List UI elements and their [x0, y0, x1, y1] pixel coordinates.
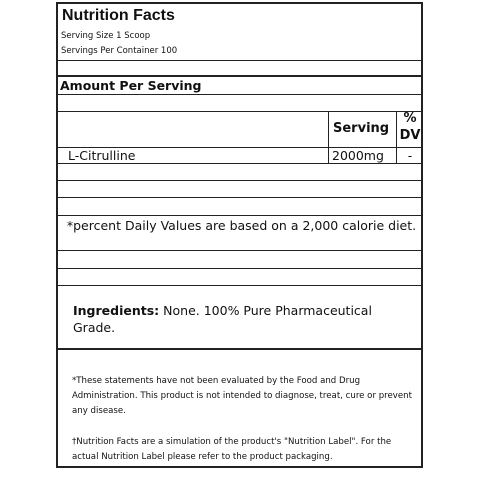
amount-per-serving-heading: Amount Per Serving	[60, 78, 202, 93]
servings-per-container: Servings Per Container 100	[61, 46, 178, 56]
divider	[58, 60, 421, 61]
divider	[58, 250, 421, 251]
divider	[58, 111, 421, 112]
label-title: Nutrition Facts	[62, 7, 175, 24]
column-header-dv: DV	[399, 128, 421, 143]
divider	[58, 163, 421, 164]
column-header-serving: Serving	[333, 121, 390, 136]
divider	[58, 348, 421, 350]
column-divider	[396, 111, 397, 163]
divider	[58, 94, 421, 95]
ingredients-label: Ingredients:	[73, 303, 160, 318]
serving-size: Serving Size 1 Scoop	[61, 31, 151, 41]
divider	[58, 75, 421, 77]
ingredients-text: None. 100% Pure Pharmaceutical Grade.	[73, 303, 372, 335]
nutrition-label	[56, 2, 423, 468]
fda-statement: *These statements have not been evaluated by the Food and Drug Administration. This product is not intended to diagnose, treat, cure or prevent any disease.	[72, 376, 412, 416]
column-header-dv-percent: %	[403, 111, 417, 126]
daily-value-disclaimer: *percent Daily Values are based on a 2,000 calorie diet.	[66, 218, 417, 233]
divider	[58, 268, 421, 269]
ingredients	[73, 302, 408, 336]
nutrient-amount: 2000mg	[332, 148, 384, 163]
nutrient-name: L-Citrulline	[68, 148, 136, 163]
nutrient-dv: -	[407, 148, 413, 163]
divider	[58, 197, 421, 198]
divider	[58, 215, 421, 216]
divider	[58, 285, 421, 286]
simulation-note: †Nutrition Facts are a simulation of the product's "Nutrition Label". For the actual Nutrition Label please refer to the product packaging.	[72, 437, 392, 462]
column-divider	[328, 111, 329, 163]
divider	[58, 180, 421, 181]
